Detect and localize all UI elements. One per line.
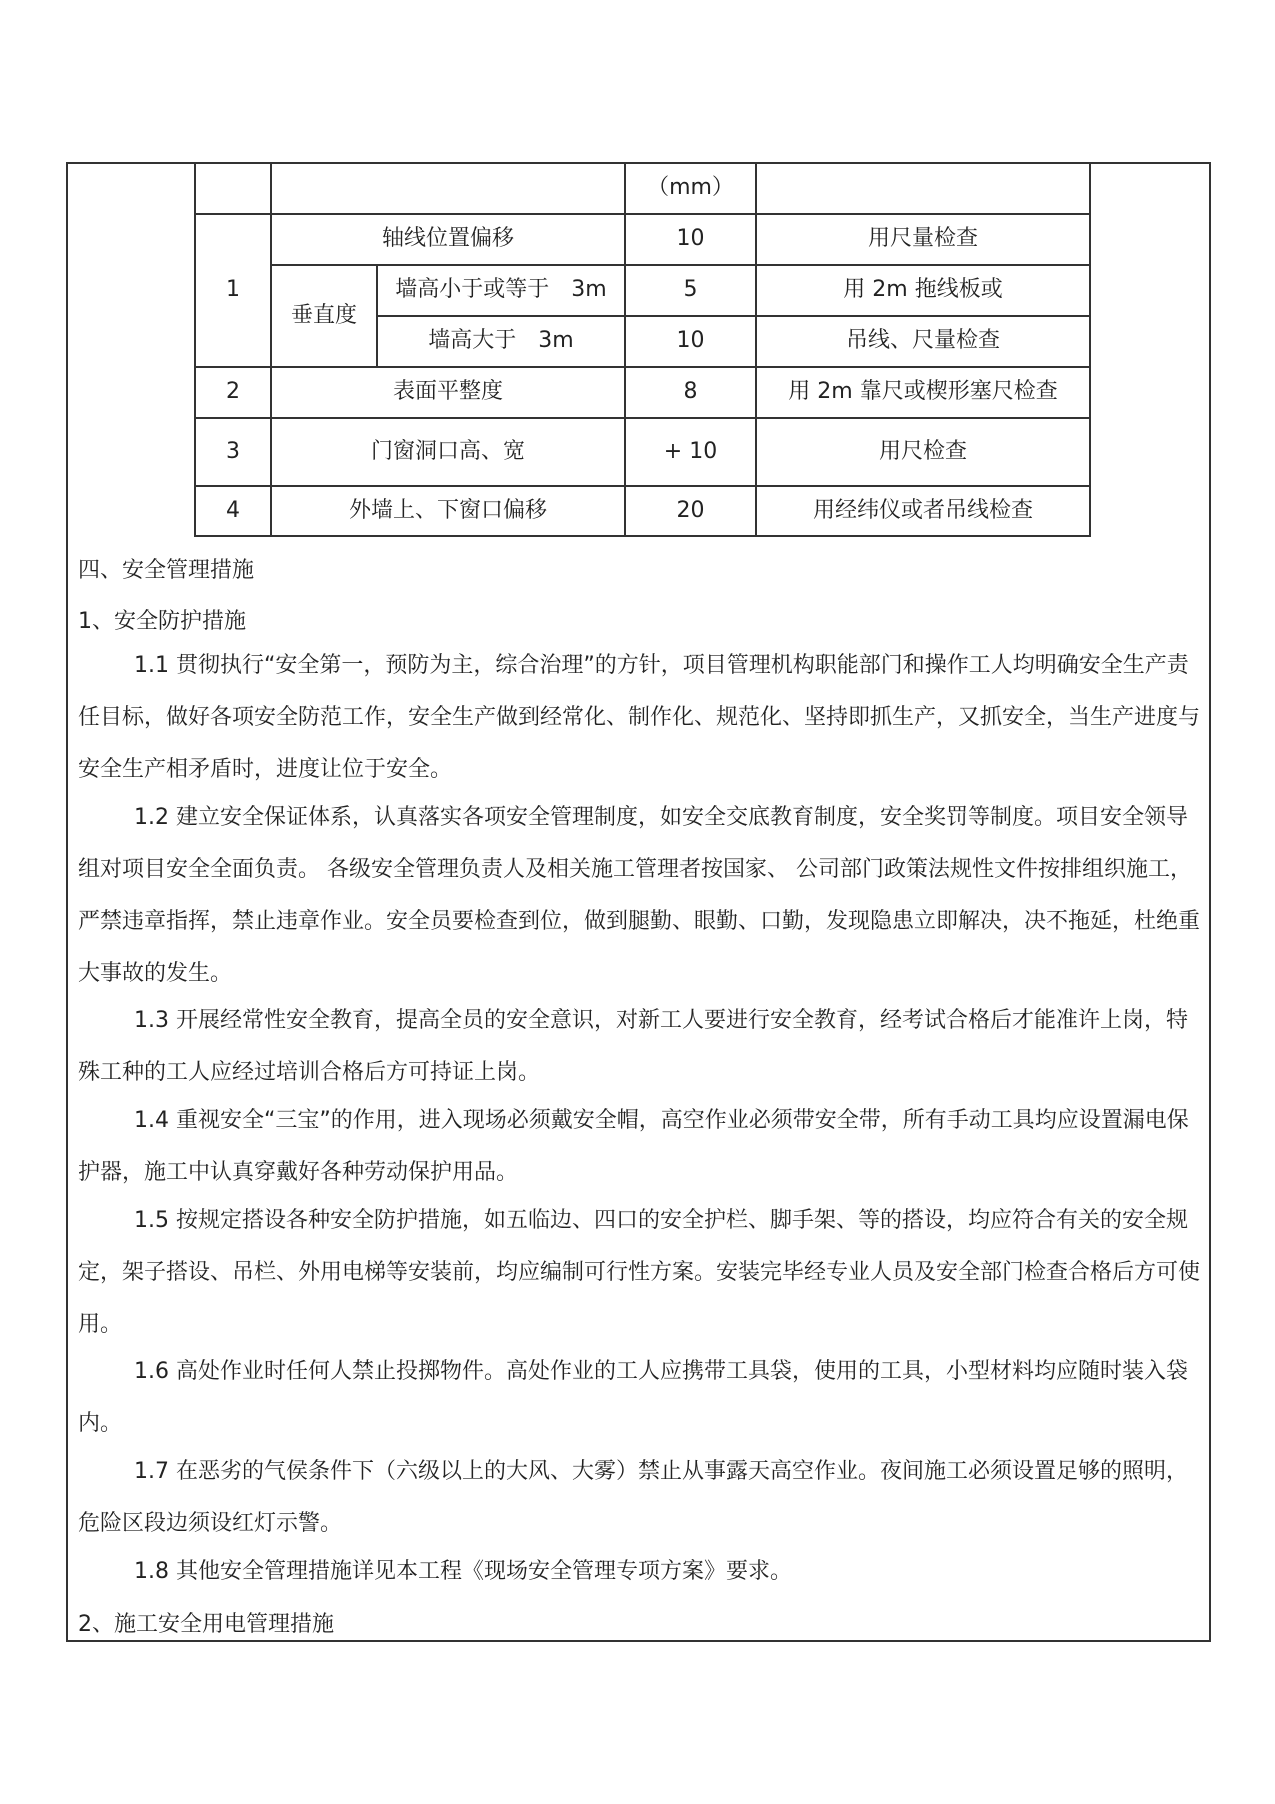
- table-cell-sub-item: 墙高大于 3m: [377, 316, 625, 367]
- paragraph-text: 1.4 重视安全“三宝”的作用，进入现场必须戴安全帽，高空作业必须带安全带，所有手动工具均应设置漏电保护器，施工中认真穿戴好各种劳动保护用品。: [78, 1108, 1189, 1185]
- paragraph-1-7: [78, 1446, 1203, 1550]
- paragraph-1-1: [78, 640, 1203, 796]
- subsection-heading: 2、施工安全用电管理措施: [78, 1612, 334, 1637]
- table-row: [195, 163, 1090, 214]
- table-cell-method: 用尺量检查: [756, 214, 1090, 265]
- table-row: [195, 265, 1090, 316]
- paragraph-text: 1.5 按规定搭设各种安全防护措施，如五临边、四口的安全护栏、脚手架、等的搭设，均应符合有关的安全规定，架子搭设、吊栏、外用电梯等安装前，均应编制可行性方案。安装完毕经专业人员及安全部门检查合格后方可使用。: [78, 1208, 1201, 1337]
- table-cell-group: 垂直度: [271, 265, 377, 367]
- table-row: [195, 486, 1090, 536]
- paragraph-1-2: [78, 792, 1203, 1000]
- tolerance-table: [194, 162, 1091, 537]
- subsection-heading: 1、安全防护措施: [78, 609, 246, 634]
- table-cell-item: 外墙上、下窗口偏移: [271, 486, 625, 536]
- paragraph-1-4: [78, 1095, 1203, 1199]
- table-cell: [756, 163, 1090, 214]
- table-row: [195, 367, 1090, 418]
- table-cell-no: 3: [195, 418, 271, 486]
- table-cell-method: 吊线、尺量检查: [756, 316, 1090, 367]
- table-cell-value: 20: [625, 486, 756, 536]
- table-cell-value: 8: [625, 367, 756, 418]
- table-cell-method: 用 2m 靠尺或楔形塞尺检查: [756, 367, 1090, 418]
- table-cell-item: 门窗洞口高、宽: [271, 418, 625, 486]
- table-cell-method: 用 2m 拖线板或: [756, 265, 1090, 316]
- table-cell-no: 2: [195, 367, 271, 418]
- table-cell-no: 4: [195, 486, 271, 536]
- table-cell-value: 5: [625, 265, 756, 316]
- table-row: [195, 214, 1090, 265]
- table-row: [195, 418, 1090, 486]
- table-cell-value: 10: [625, 214, 756, 265]
- table-cell-item: 表面平整度: [271, 367, 625, 418]
- paragraph-text: 1.3 开展经常性安全教育，提高全员的安全意识，对新工人要进行安全教育，经考试合格后才能准许上岗，特殊工种的工人应经过培训合格后方可持证上岗。: [78, 1008, 1188, 1085]
- paragraph-1-8: [78, 1546, 1203, 1598]
- paragraph-1-3: [78, 995, 1203, 1099]
- paragraph-text: 1.1 贯彻执行“安全第一，预防为主，综合治理”的方针，项目管理机构职能部门和操作工人均明确安全生产责任目标，做好各项安全防范工作，安全生产做到经常化、制作化、规范化、坚持即抓生产，又抓安全，当生产进度与安全生产相矛盾时，进度让位于安全。: [78, 653, 1201, 782]
- section-heading: 四、安全管理措施: [78, 558, 255, 583]
- table-cell-method: 用经纬仪或者吊线检查: [756, 486, 1090, 536]
- table-cell: [195, 163, 271, 214]
- table-cell-no: 1: [195, 214, 271, 367]
- paragraph-text: 1.2 建立安全保证体系，认真落实各项安全管理制度，如安全交底教育制度，安全奖罚等制度。项目安全领导组对项目安全全面负责。 各级安全管理负责人及相关施工管理者按国家、 公司部门政策法规性文件按排组织施工，严禁违章指挥，禁止违章作业。安全员要检查到位，做到腿勤、眼勤、口勤，发现隐患立即解决，决不拖延，杜绝重大事故的发生。: [78, 805, 1201, 986]
- paragraph-text: 1.8 其他安全管理措施详见本工程《现场安全管理专项方案》要求。: [134, 1559, 792, 1584]
- paragraph-1-6: [78, 1346, 1203, 1450]
- table-cell-sub-item: 墙高小于或等于 3m: [377, 265, 625, 316]
- table-cell-item: 轴线位置偏移: [271, 214, 625, 265]
- paragraph-text: 1.6 高处作业时任何人禁止投掷物件。高处作业的工人应携带工具袋，使用的工具，小型材料均应随时装入袋内。: [78, 1359, 1188, 1436]
- table-cell: [271, 163, 625, 214]
- table-cell-unit: （mm）: [625, 163, 756, 214]
- paragraph-text: 1.7 在恶劣的气侯条件下（六级以上的大风、大雾）禁止从事露天高空作业。夜间施工必须设置足够的照明，危险区段边须设红灯示警。: [78, 1459, 1188, 1536]
- table-cell-method: 用尺检查: [756, 418, 1090, 486]
- table-cell-value: 10: [625, 316, 756, 367]
- paragraph-1-5: [78, 1195, 1203, 1351]
- table-cell-value: + 10: [625, 418, 756, 486]
